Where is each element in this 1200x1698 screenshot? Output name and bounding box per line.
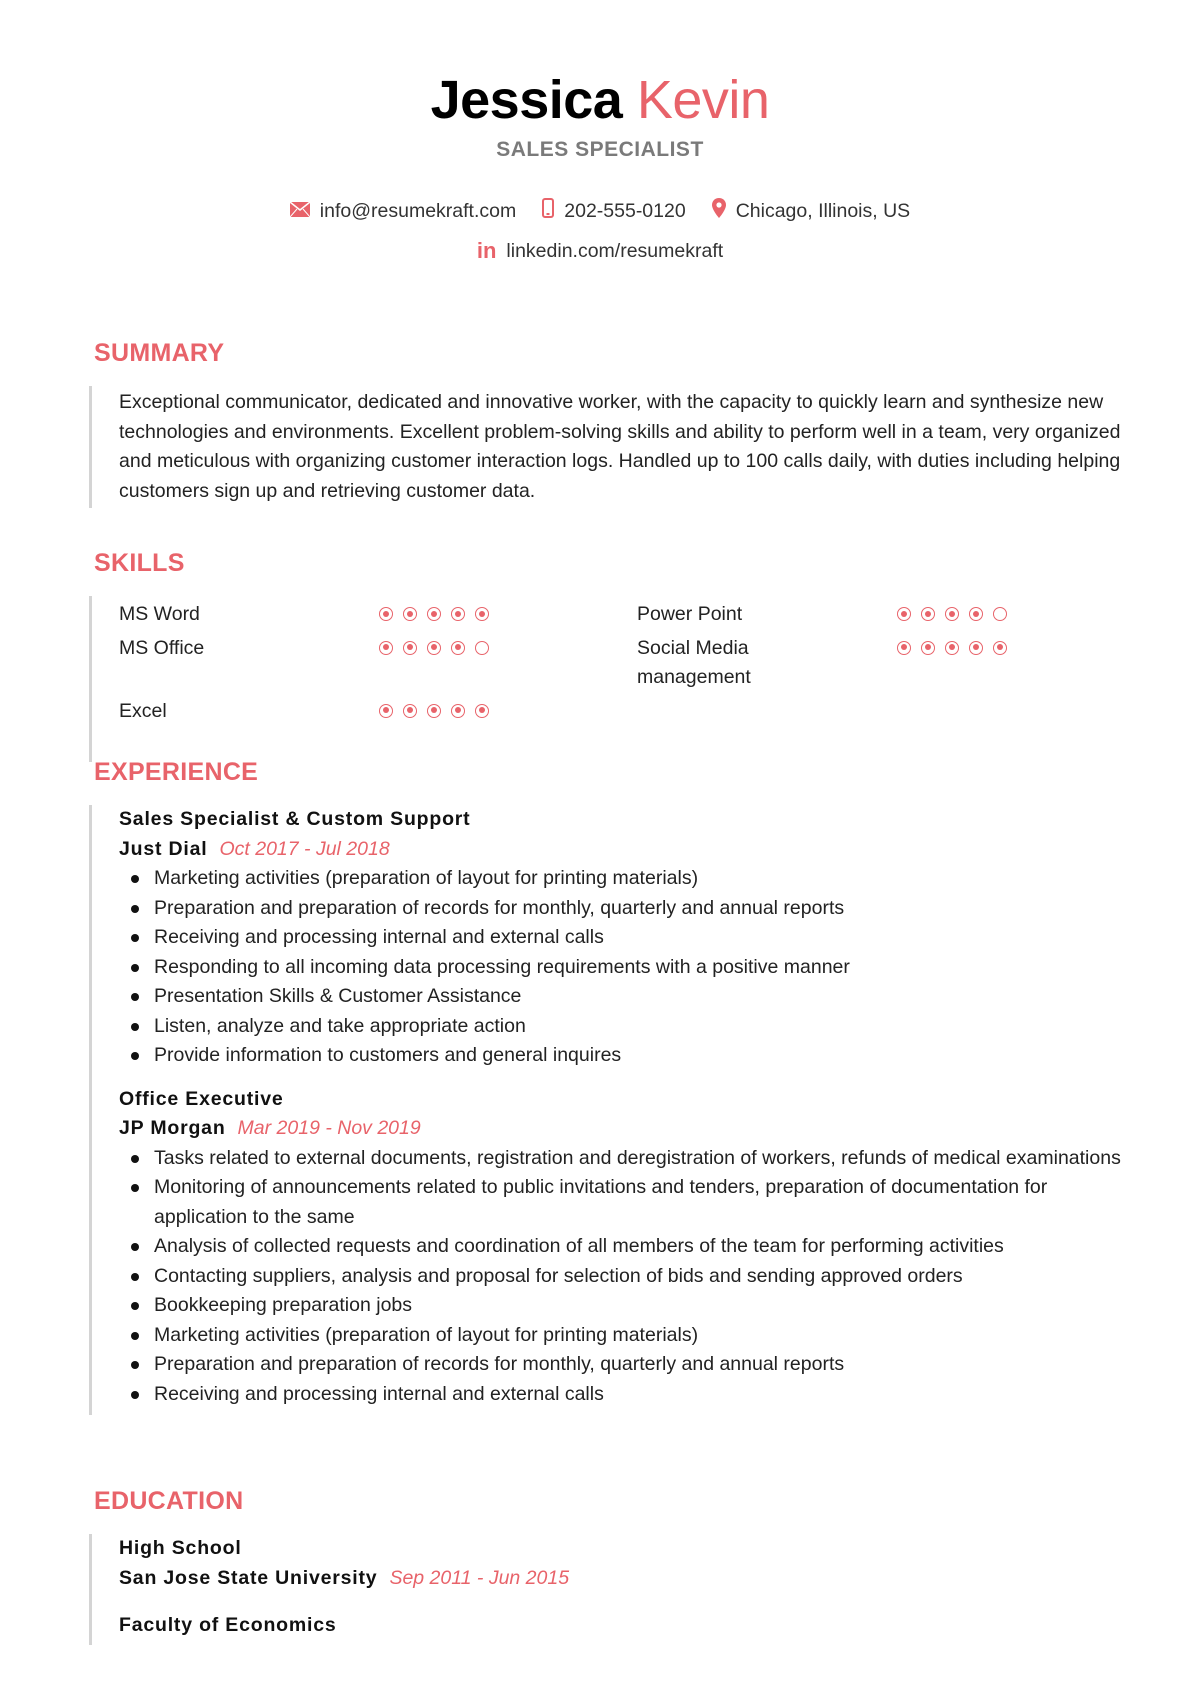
bullet-item: Presentation Skills & Customer Assistance [154, 982, 1130, 1012]
skill-name: MS Word [119, 603, 200, 625]
education-degree: High School [119, 1537, 242, 1559]
linkedin-icon: in [476, 238, 497, 263]
first-name: Jessica [430, 70, 623, 130]
filled-dot-icon [945, 641, 959, 655]
bullet-item: Marketing activities (preparation of layout for printing materials) [154, 864, 1130, 894]
bullet-item: Preparation and preparation of records for monthly, quarterly and annual reports [154, 1350, 1130, 1380]
contact-row [0, 198, 1200, 224]
bullet-item: Contacting suppliers, analysis and proposal for selection of bids and sending approved orders [154, 1262, 1130, 1292]
filled-dot-icon [969, 641, 983, 655]
job-bullets [119, 864, 1130, 1071]
skill-name: MS Office [119, 636, 205, 659]
filled-dot-icon [427, 704, 441, 718]
filled-dot-icon [921, 607, 935, 621]
last-name: Kevin [636, 70, 770, 130]
contact-location [712, 198, 911, 224]
filled-dot-icon [403, 641, 417, 655]
filled-dot-icon [427, 607, 441, 621]
filled-dot-icon [475, 704, 489, 718]
filled-dot-icon [945, 607, 959, 621]
filled-dot-icon [451, 641, 465, 655]
job-position: Sales Specialist & Custom Support [119, 808, 471, 830]
bullet-item: Responding to all incoming data processing requirements with a positive manner [154, 953, 1130, 983]
empty-dot-icon [993, 607, 1007, 621]
education-section [94, 1486, 1130, 1645]
skill-rating [897, 634, 1097, 693]
education-list [89, 1534, 1130, 1645]
experience-section [94, 757, 1130, 1415]
skills-section [94, 548, 1130, 762]
filled-dot-icon [403, 704, 417, 718]
job-entry [119, 1085, 1130, 1410]
email-text: info@resumekraft.com [319, 199, 517, 222]
skill-rating [379, 697, 637, 727]
filled-dot-icon [379, 704, 393, 718]
company-name: JP Morgan [119, 1117, 226, 1139]
education-school [119, 1564, 1130, 1594]
school-name: San Jose State University [119, 1566, 378, 1589]
bullet-item: Provide information to customers and general inquires [154, 1041, 1130, 1071]
bullet-item: Analysis of collected requests and coordination of all members of the team for performing activities [154, 1232, 1130, 1262]
filled-dot-icon [451, 607, 465, 621]
job-company-line [119, 1114, 1130, 1144]
skills-grid [89, 596, 1130, 762]
job-dates: Oct 2017 - Jul 2018 [219, 837, 390, 860]
education-heading: EDUCATION [94, 1487, 244, 1515]
bullet-item: Bookkeeping preparation jobs [154, 1291, 1130, 1321]
linkedin-text: linkedin.com/resumekraft [506, 239, 724, 262]
company-name: Just Dial [119, 837, 208, 860]
summary-text: Exceptional communicator, dedicated and innovative worker, with the capacity to quickly learn and synthesize new technologies and environments. Excellent problem-solving skills and ability to perform well in a team, very organized and meticulous with organizing customer interaction logs. Handled up to 100 calls daily, with duties including helping customers sign up and retrieving customer data. [89, 386, 1130, 508]
education-degree: Faculty of Economics [119, 1614, 337, 1636]
envelope-icon [290, 200, 310, 223]
experience-list [89, 805, 1130, 1415]
bullet-item: Preparation and preparation of records for monthly, quarterly and annual reports [154, 894, 1130, 924]
job-bullets [119, 1144, 1130, 1410]
education-dates: Sep 2011 - Jun 2015 [389, 1566, 570, 1589]
bullet-item: Receiving and processing internal and external calls [154, 1380, 1130, 1410]
job-entry [119, 805, 1130, 1071]
phone-icon [542, 198, 554, 224]
summary-heading: SUMMARY [94, 339, 225, 367]
contact-linkedin[interactable] [0, 238, 1200, 264]
job-company-line [119, 835, 1130, 865]
empty-dot-icon [475, 641, 489, 655]
job-position: Office Executive [119, 1087, 284, 1110]
skill-rating [379, 600, 637, 630]
resume-header [0, 0, 1200, 264]
skills-heading: SKILLS [94, 549, 185, 577]
candidate-name [0, 68, 1200, 132]
bullet-item: Listen, analyze and take appropriate action [154, 1012, 1130, 1042]
filled-dot-icon [379, 607, 393, 621]
filled-dot-icon [969, 607, 983, 621]
experience-heading: EXPERIENCE [94, 758, 259, 786]
skill-rating [897, 600, 1097, 630]
bullet-item: Receiving and processing internal and external calls [154, 923, 1130, 953]
filled-dot-icon [427, 641, 441, 655]
map-pin-icon [712, 198, 726, 224]
job-title: SALES SPECIALIST [496, 138, 704, 161]
skill-name: Power Point [637, 603, 743, 625]
bullet-item: Monitoring of announcements related to public invitations and tenders, preparation of documentation for application to the same [154, 1173, 1130, 1232]
skill-name: Excel [119, 699, 167, 722]
filled-dot-icon [475, 607, 489, 621]
filled-dot-icon [897, 607, 911, 621]
filled-dot-icon [451, 704, 465, 718]
skill-name: Social Media management [637, 636, 751, 688]
job-dates: Mar 2019 - Nov 2019 [237, 1117, 421, 1139]
bullet-item: Marketing activities (preparation of layout for printing materials) [154, 1321, 1130, 1351]
phone-text: 202-555-0120 [564, 199, 686, 222]
filled-dot-icon [897, 641, 911, 655]
filled-dot-icon [993, 641, 1007, 655]
filled-dot-icon [403, 607, 417, 621]
contact-email[interactable] [290, 200, 516, 223]
location-text: Chicago, Illinois, US [735, 199, 911, 222]
skill-rating [379, 634, 637, 693]
summary-section [94, 338, 1130, 508]
contact-phone [542, 198, 685, 224]
filled-dot-icon [921, 641, 935, 655]
filled-dot-icon [379, 641, 393, 655]
bullet-item: Tasks related to external documents, registration and deregistration of workers, refunds of medical examinations [154, 1144, 1130, 1174]
